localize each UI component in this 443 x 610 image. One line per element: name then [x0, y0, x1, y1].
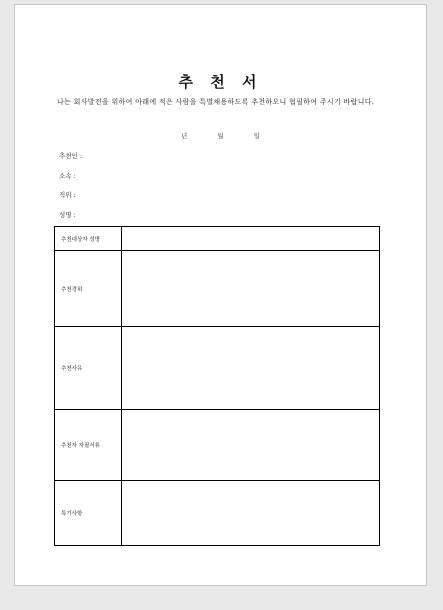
row-label-reason: 추천사유 [55, 327, 122, 410]
table-row [55, 481, 380, 546]
field-name: 성명 : [59, 211, 76, 219]
field-recommender: 추천인 : [59, 152, 83, 160]
recommendation-table [54, 226, 380, 546]
table-row [55, 251, 380, 327]
table-row [55, 410, 380, 481]
row-value-background [122, 251, 380, 327]
document-title: 추 천 서 [178, 73, 263, 91]
row-label-handwritten: 추천자 자필서류 [55, 410, 122, 481]
row-label-candidate-name: 추천대상자 성명 [55, 227, 122, 251]
row-value-candidate-name [122, 227, 380, 251]
date-line: 년 월 일 [181, 132, 260, 140]
intro-paragraph: 나는 회사발전을 위하여 아래에 적은 사람을 특별채용하도록 추천하오니 협필하여 주시기 바랍니다. [57, 98, 375, 106]
table-row [55, 327, 380, 410]
row-value-reason [122, 327, 380, 410]
table-row [55, 227, 380, 251]
row-value-handwritten [122, 410, 380, 481]
row-label-notes: 특기사항 [55, 481, 122, 546]
field-position: 직위 : [59, 191, 76, 199]
field-affiliation: 소속 : [59, 172, 76, 180]
row-label-background: 추천경위 [55, 251, 122, 327]
document-page [14, 4, 427, 586]
row-value-notes [122, 481, 380, 546]
